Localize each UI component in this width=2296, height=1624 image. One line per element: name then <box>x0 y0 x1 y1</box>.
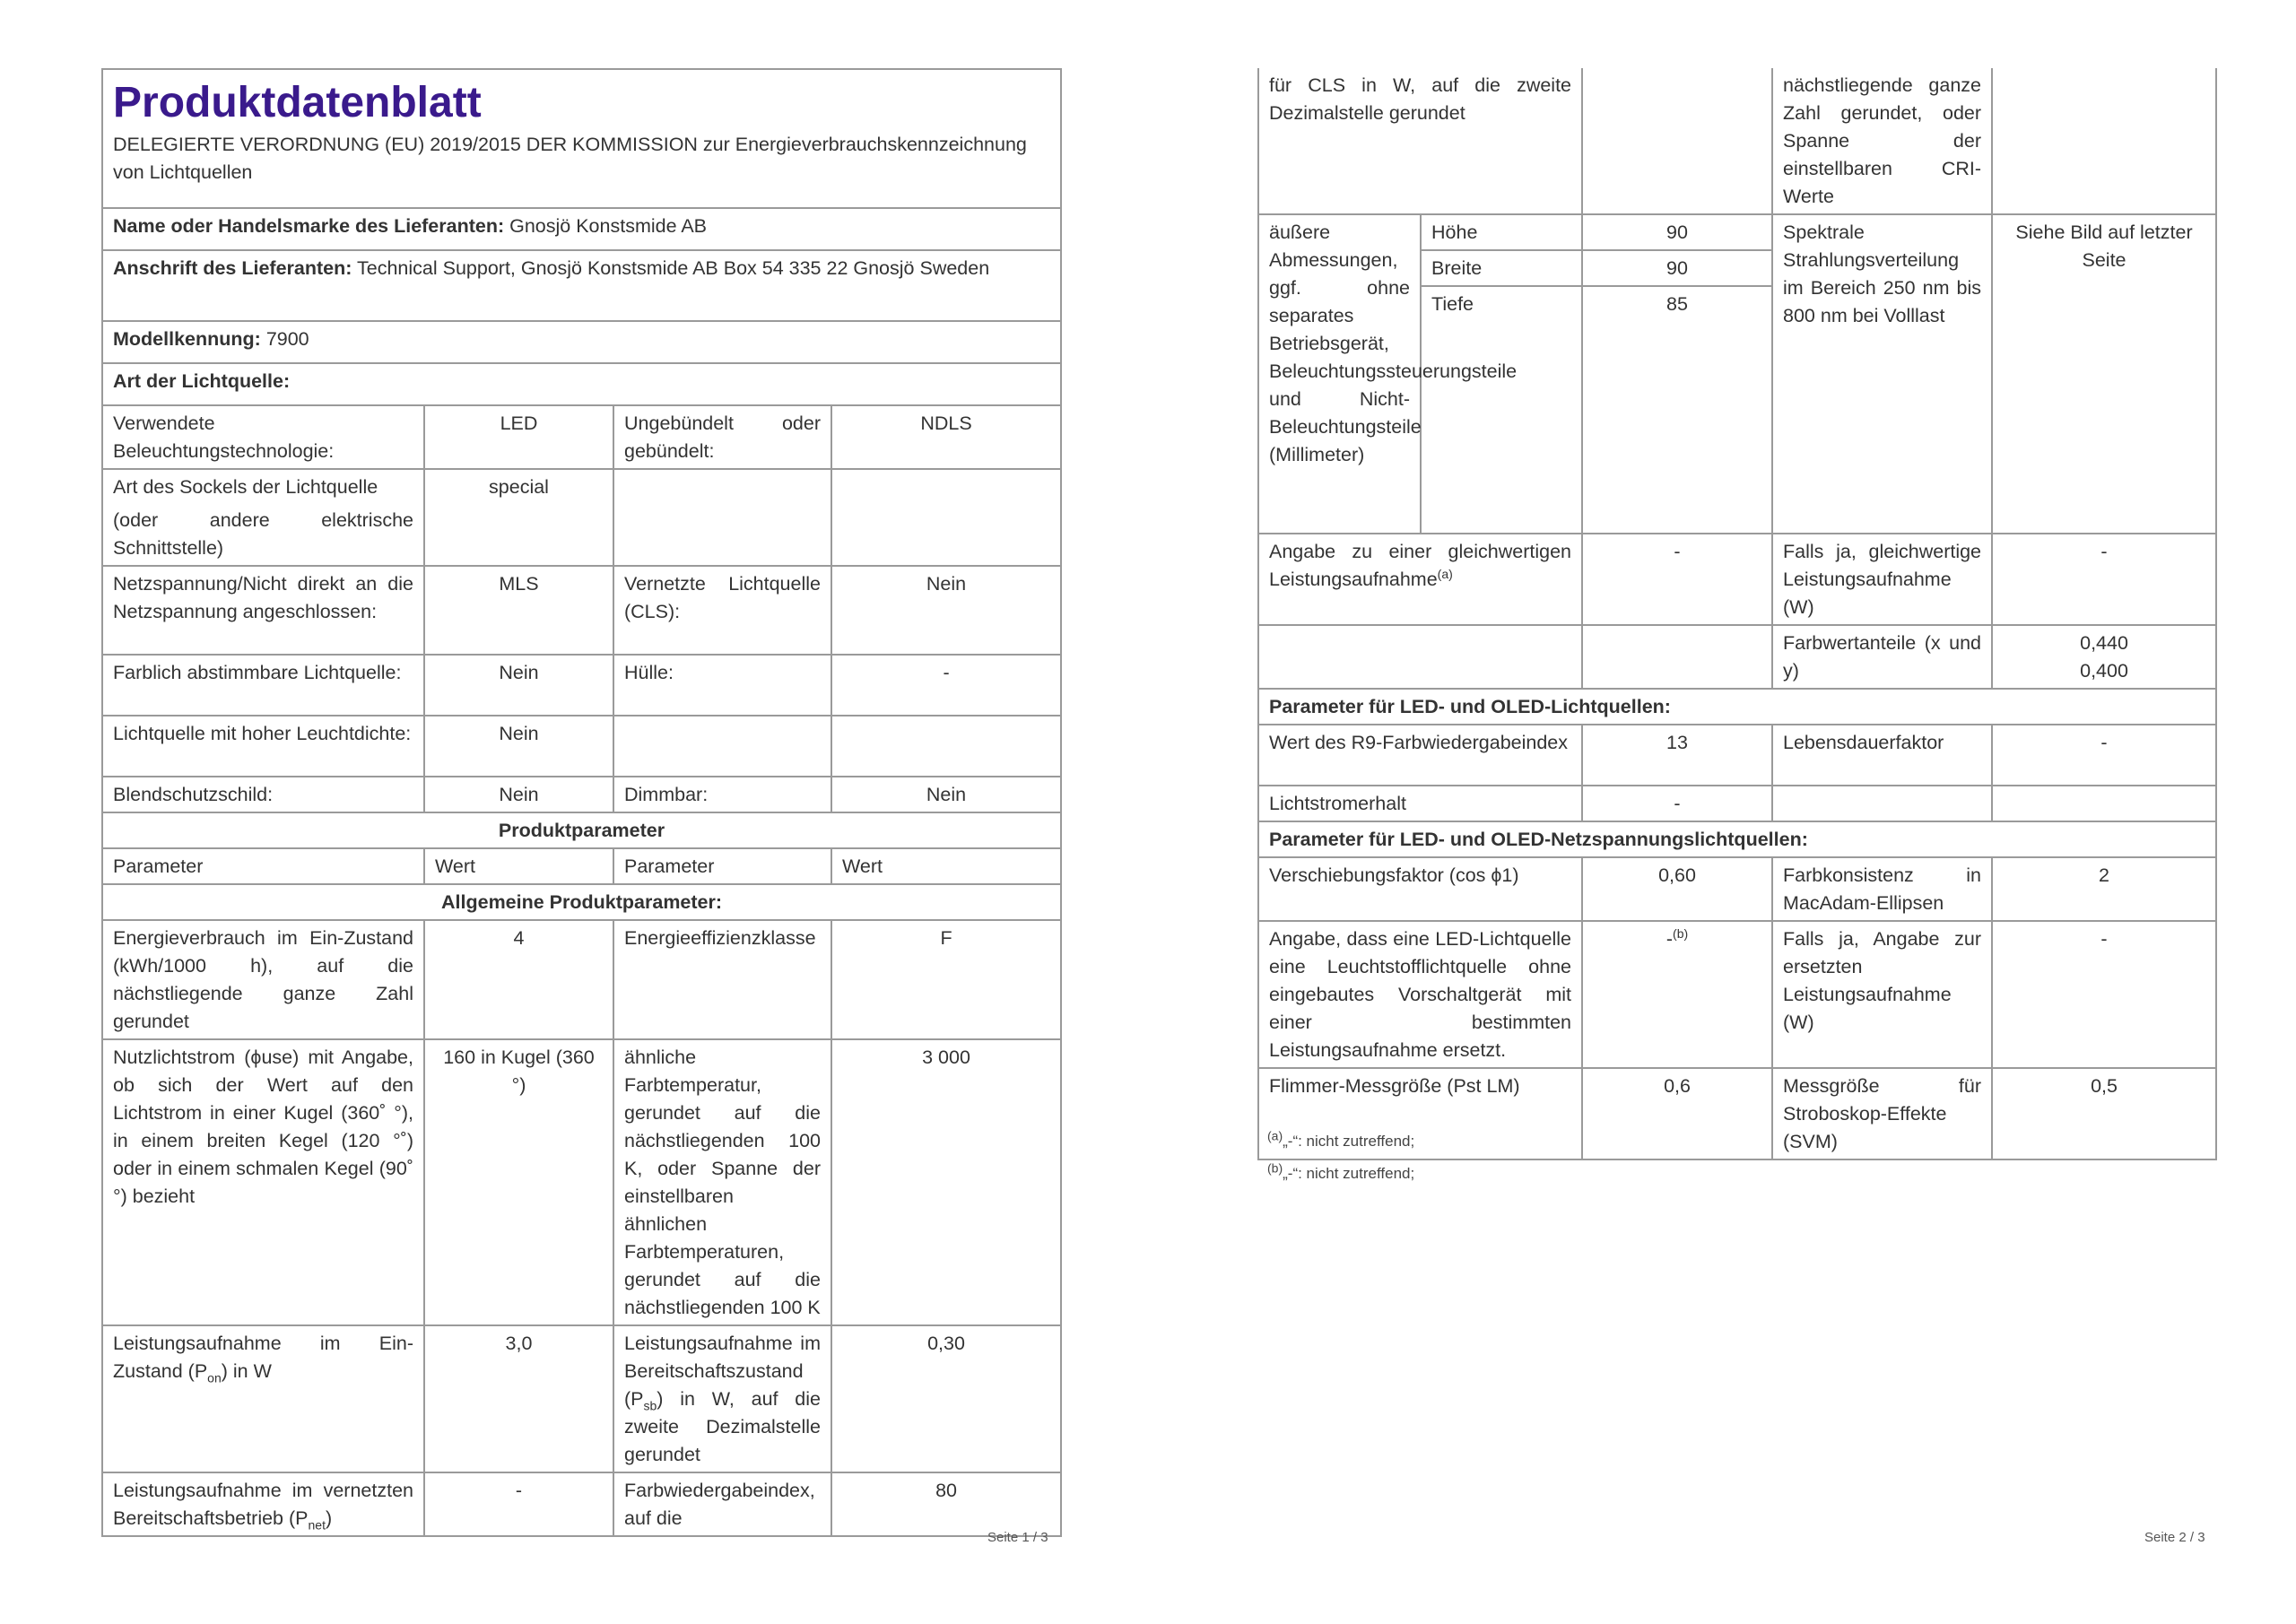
cls-standby-cont: für CLS in W, auf die zweite Dezimalstelle gerundet <box>1258 68 1582 214</box>
displacement-factor-label: Verschiebungsfaktor (cos ϕ1) <box>1258 857 1582 921</box>
cri-cont: nächstliegende ganze Zahl gerundet, oder Spanne der einstellbaren CRI-Werte <box>1772 68 1992 214</box>
survival-factor-value: - <box>1992 725 2216 786</box>
model-row <box>102 321 1061 363</box>
directional-label: Ungebündelt oder gebündelt: <box>613 405 831 469</box>
col-header-value: Wert <box>831 848 1061 884</box>
energy-consumption-label: Energieverbrauch im Ein-Zustand (kWh/1000 h), auf die nächstliegende ganze Zahl gerundet <box>102 920 424 1039</box>
color-tunable-label: Farblich abstimmbare Lichtquelle: <box>102 655 424 716</box>
networked-standby-label: Leistungsaufnahme im vernetzten Bereitschaftsbetrieb $(P_{net})$ <box>102 1472 424 1536</box>
survival-factor-label: Lebensdauerfaktor <box>1772 725 1992 786</box>
displacement-factor-value: 0,60 <box>1582 857 1772 921</box>
empty-cell <box>1258 625 1582 689</box>
envelope-label: Hülle: <box>613 655 831 716</box>
supplier-name-label: Name oder Handelsmarke des Lieferanten: <box>113 215 505 237</box>
on-mode-power-value: 3,0 <box>424 1325 613 1472</box>
high-luminance-value: Nein <box>424 716 613 777</box>
chromaticity-x: 0,440 <box>2080 632 2128 654</box>
anti-glare-value: Nein <box>424 777 613 812</box>
tech-label: Verwendete Beleuchtungstechnologie: <box>102 405 424 469</box>
depth-value: 85 <box>1582 286 1772 534</box>
model-value: 7900 <box>265 328 309 350</box>
energy-consumption-value: 4 <box>424 920 613 1039</box>
page-number: Seite 1 / 3 <box>987 1530 1048 1545</box>
cap-type-cell <box>102 469 424 566</box>
lumen-maintenance-label: Lichtstromerhalt <box>1258 786 1582 821</box>
tech-value: LED <box>424 405 613 469</box>
cri-value: 80 <box>831 1472 1061 1536</box>
high-luminance-label: Lichtquelle mit hoher Leuchtdichte: <box>102 716 424 777</box>
energy-class-label: Energieeffizienzklasse <box>613 920 831 1039</box>
cri-label: Farbwiedergabeindex, auf die <box>613 1472 831 1536</box>
anti-glare-label: Blendschutzschild: <box>102 777 424 812</box>
chromaticity-value <box>1992 625 2216 689</box>
flicker-value: 0,6 <box>1582 1068 1772 1159</box>
cap-type-label-2: (oder andere elektrische Schnittstelle) <box>113 509 413 559</box>
supplier-address-value: Technical Support, Gnosjö Konstsmide AB Box 54 335 22 Gnosjö Sweden <box>357 257 990 279</box>
supplier-address-row <box>102 250 1061 321</box>
dimmable-value: Nein <box>831 777 1061 812</box>
col-header-value: Wert <box>424 848 613 884</box>
page-title: Produktdatenblatt <box>113 79 482 126</box>
empty-cell <box>831 469 1061 566</box>
cap-type-value: special <box>424 469 613 566</box>
height-label: Höhe <box>1421 214 1582 250</box>
spectral-value: Siehe Bild auf letzter Seite <box>1992 214 2216 534</box>
networked-standby-value: - <box>424 1472 613 1536</box>
model-label: Modellkennung: <box>113 328 261 350</box>
product-params-heading: Produktparameter <box>102 812 1061 848</box>
equivalent-power-claim-value: - <box>1582 534 1772 625</box>
supplier-name-row <box>102 208 1061 250</box>
r9-value: 13 <box>1582 725 1772 786</box>
empty-cell <box>1582 68 1772 214</box>
empty-cell <box>1992 786 2216 821</box>
mains-params-heading: Parameter für LED- und OLED-Netzspannungslichtquellen: <box>1258 821 2216 857</box>
chromaticity-label: Farbwertanteile (x und y) <box>1772 625 1992 689</box>
cls-label: Vernetzte Lichtquelle (CLS): <box>613 566 831 655</box>
equivalent-power-value: - <box>1992 534 2216 625</box>
depth-label: Tiefe <box>1421 286 1582 534</box>
flicker-label: Flimmer-Messgröße (Pst LM) <box>1258 1068 1582 1159</box>
led-replaces-value: -$^{(b)}$ <box>1582 921 1772 1068</box>
cls-value: Nein <box>831 566 1061 655</box>
replaced-power-value: - <box>1992 921 2216 1068</box>
useful-flux-value: 160 in Kugel (360 °) <box>424 1039 613 1325</box>
regulation-text: DELEGIERTE VERORDNUNG (EU) 2019/2015 DER KOMMISSION zur Energieverbrauchskennzeichnung von Lichtquellen <box>113 134 1027 183</box>
width-label: Breite <box>1421 250 1582 286</box>
mains-value: MLS <box>424 566 613 655</box>
source-type-heading: Art der Lichtquelle: <box>102 363 1061 405</box>
standby-power-value: 0,30 <box>831 1325 1061 1472</box>
color-consistency-value: 2 <box>1992 857 2216 921</box>
footnote-b: $^{(b)}$„-“: nicht zutreffend; <box>1267 1160 1415 1182</box>
on-mode-power-label: Leistungsaufnahme im Ein-Zustand $(P_{on})$ in W <box>102 1325 424 1472</box>
supplier-name-value: Gnosjö Konstsmide AB <box>509 215 708 237</box>
page-number: Seite 2 / 3 <box>2144 1530 2205 1545</box>
directional-value: NDLS <box>831 405 1061 469</box>
cct-label: ähnliche Farbtemperatur, gerundet auf die nächstliegenden 100 K, oder Spanne der einstellbaren ähnlichen Farbtemperaturen, gerundet auf die nächstliegenden 100 K <box>613 1039 831 1325</box>
empty-cell <box>1772 786 1992 821</box>
replaced-power-label: Falls ja, Angabe zur ersetzten Leistungsaufnahme (W) <box>1772 921 1992 1068</box>
empty-cell <box>613 469 831 566</box>
footnote-a: $^{(a)}$„-“: nicht zutreffend; <box>1267 1128 1415 1150</box>
supplier-address-label: Anschrift des Lieferanten: <box>113 257 352 279</box>
dimensions-label: äußere Abmessungen, ggf. ohne separates Betriebsgerät, Beleuchtungssteuerungsteile und Nicht-Beleuchtungsteile (Millimeter) <box>1258 214 1421 534</box>
lumen-maintenance-value: - <box>1582 786 1772 821</box>
chromaticity-y: 0,400 <box>2080 660 2128 682</box>
standby-power-label: Leistungsaufnahme im Bereitschaftszustand $(P_{sb})$ in W, auf die zweite Dezimalstelle gerundet <box>613 1325 831 1472</box>
mains-label: Netzspannung/Nicht direkt an die Netzspannung angeschlossen: <box>102 566 424 655</box>
energy-class-value: F <box>831 920 1061 1039</box>
stroboscopic-value: 0,5 <box>1992 1068 2216 1159</box>
empty-cell <box>1992 68 2216 214</box>
empty-cell <box>1582 625 1772 689</box>
col-header-parameter: Parameter <box>102 848 424 884</box>
cct-value: 3 000 <box>831 1039 1061 1325</box>
r9-label: Wert des R9-Farbwiedergabeindex <box>1258 725 1582 786</box>
height-value: 90 <box>1582 214 1772 250</box>
col-header-parameter: Parameter <box>613 848 831 884</box>
width-value: 90 <box>1582 250 1772 286</box>
led-replaces-label: Angabe, dass eine LED-Lichtquelle eine Leuchtstofflichtquelle ohne eingebautes Vorschaltgerät mit einer bestimmten Leistungsaufnahme ersetzt. <box>1258 921 1582 1068</box>
equivalent-power-claim-label: Angabe zu einer gleichwertigen Leistungsaufnahme$^{(a)}$ <box>1258 534 1582 625</box>
envelope-value: - <box>831 655 1061 716</box>
empty-cell <box>831 716 1061 777</box>
datasheet-page-1 <box>101 68 1062 1537</box>
color-consistency-label: Farbkonsistenz in MacAdam-Ellipsen <box>1772 857 1992 921</box>
led-params-heading: Parameter für LED- und OLED-Lichtquellen: <box>1258 689 2216 725</box>
empty-cell <box>613 716 831 777</box>
general-params-heading: Allgemeine Produktparameter: <box>102 884 1061 920</box>
equivalent-power-label: Falls ja, gleichwertige Leistungsaufnahme (W) <box>1772 534 1992 625</box>
header-cell <box>102 69 1061 208</box>
dimmable-label: Dimmbar: <box>613 777 831 812</box>
useful-flux-label: Nutzlichtstrom (ϕuse) mit Angabe, ob sich der Wert auf den Lichtstrom in einer Kugel (360˚ °), in einem breiten Kegel (120 °˚) oder in einem schmalen Kegel (90˚ °) bezieht <box>102 1039 424 1325</box>
color-tunable-value: Nein <box>424 655 613 716</box>
datasheet-page-2 <box>1257 68 2217 1160</box>
cap-type-label: Art des Sockels der Lichtquelle <box>113 476 378 498</box>
stroboscopic-label: Messgröße für Stroboskop-Effekte (SVM) <box>1772 1068 1992 1159</box>
spectral-label: Spektrale Strahlungsverteilung im Bereich 250 nm bis 800 nm bei Volllast <box>1772 214 1992 534</box>
